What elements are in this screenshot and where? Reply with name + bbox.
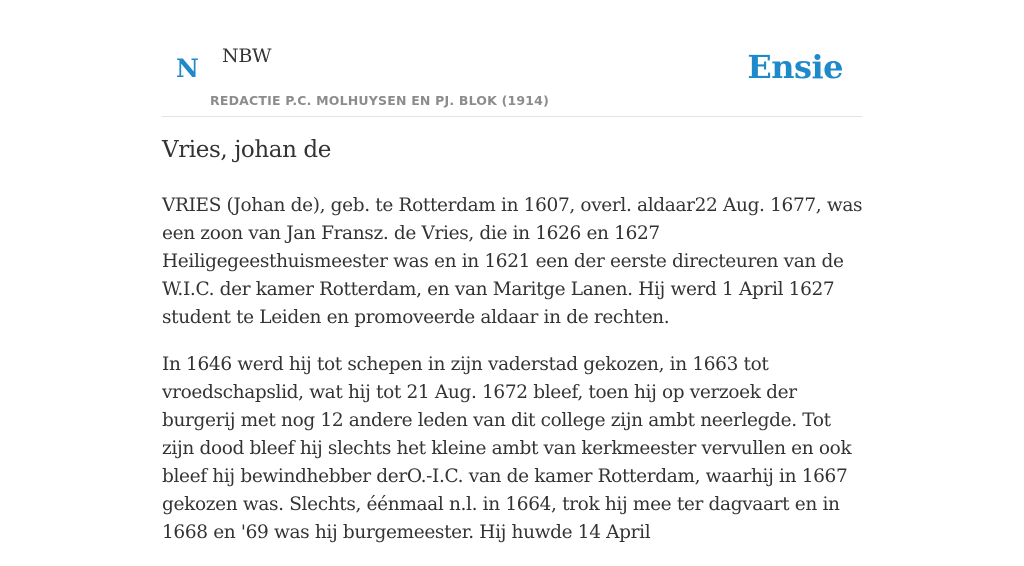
source-editors: REDACTIE P.C. MOLHUYSEN EN PJ. BLOK (1914) [210, 93, 549, 108]
article-paragraph: In 1646 werd hij tot schepen in zijn vaderstad gekozen, in 1663 tot vroedschapslid, wat hij tot 21 Aug. 1672 bleef, toen hij op verzoek der burgerij met nog 12 andere leden van dit college zijn ambt neerlegde. Tot zijn dood bleef hij slechts het kleine ambt van kerkmeester vervullen en ook bleef hij bewindhebber derO.-I.C. van de kamer Rotterdam, waarhij in 1667 gekozen was. Slechts, éénmaal n.l. in 1664, trok hij mee ter dagvaart en in 1668 en '69 was hij burgemeester. Hij huwde 14 April [162, 354, 852, 543]
article-paragraph: VRIES (Johan de), geb. te Rotterdam in 1607, overl. aldaar22 Aug. 1677, was een zoon van Jan Fransz. de Vries, die in 1626 en 1627 Heiligegeesthuismeester was en in 1621 een der eerste directeuren van de W.I.C. der kamer Rotterdam, en van Maritge Lanen. Hij werd 1 April 1627 student te Leiden en promoveerde aldaar in de rechten. [162, 195, 863, 328]
article-title: Vries, johan de [162, 137, 331, 163]
source-name: NBW [222, 45, 272, 67]
ensie-brand-link[interactable]: Ensie [747, 48, 843, 86]
source-logo-link[interactable]: N [176, 54, 199, 83]
article-body [162, 192, 868, 566]
site-header [162, 0, 862, 117]
